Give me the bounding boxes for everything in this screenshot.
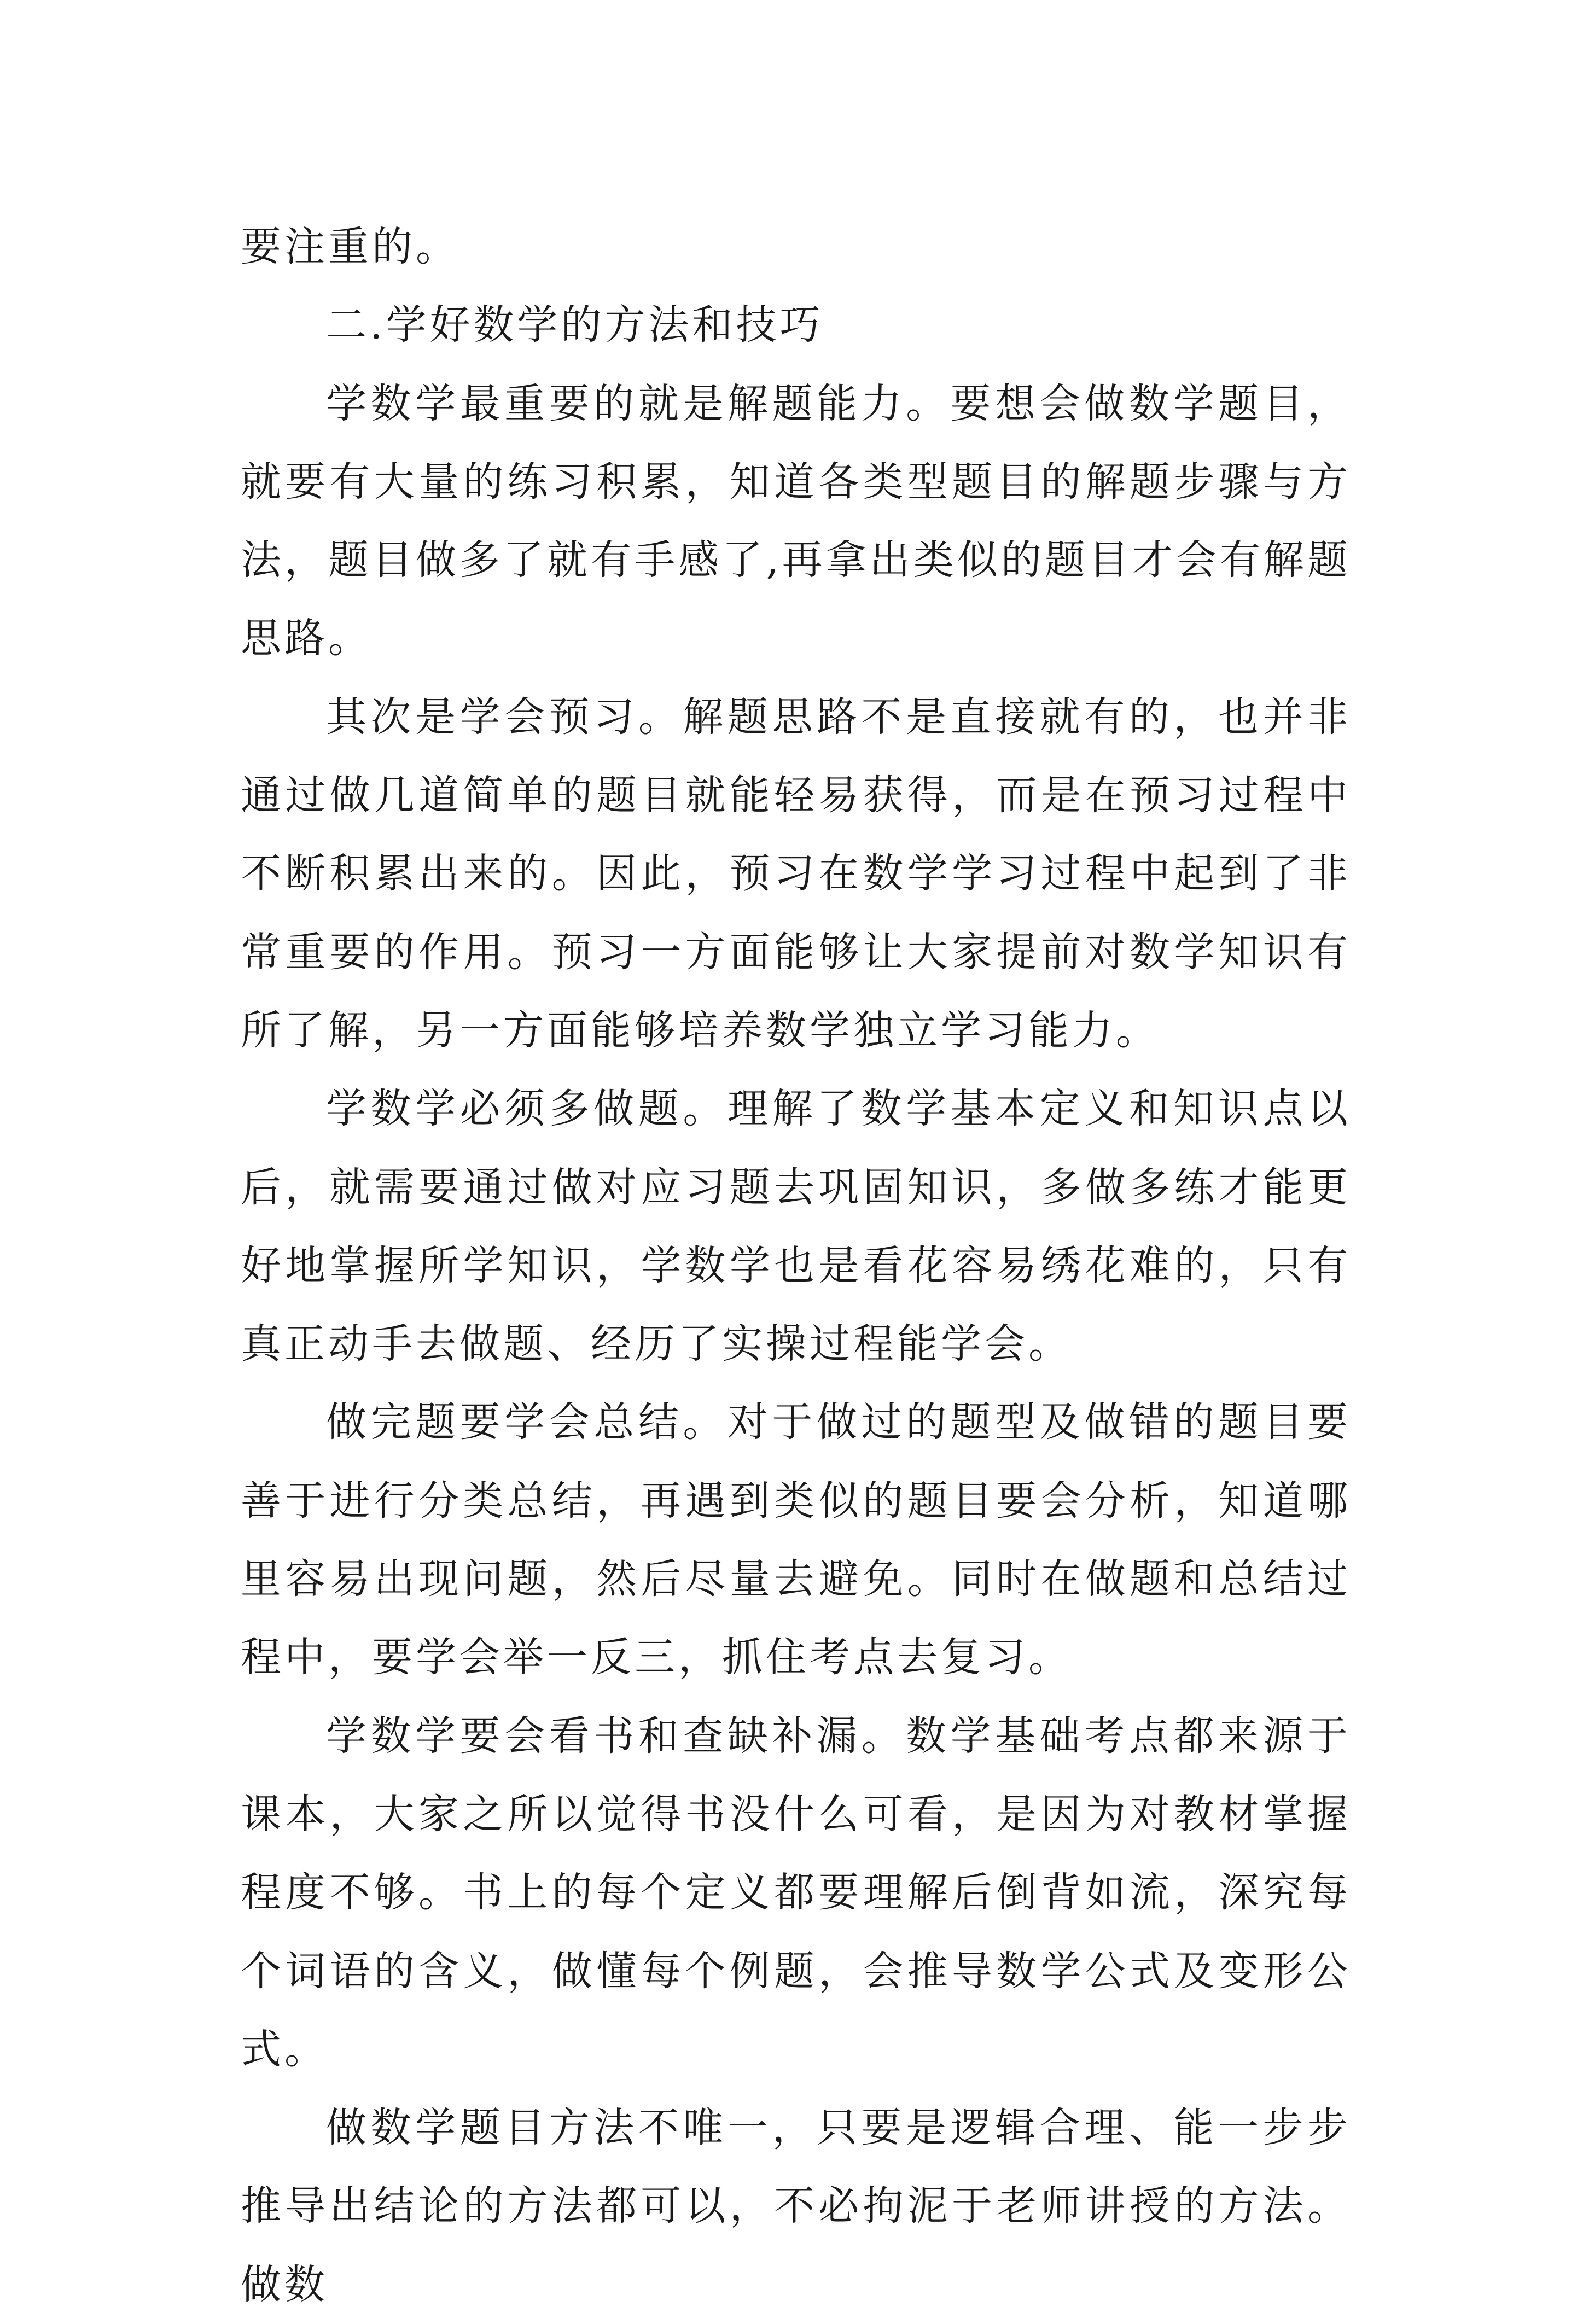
section-heading: 二.学好数学的方法和技巧 — [326, 301, 824, 349]
paragraph-preview: 其次是学会预习。解题思路不是直接就有的，也并非通过做几道简单的题目就能轻易获得，而是在预习过程中不断积累出来的。因此，预习在数学学习过程中起到了非常重要的作用。预习一方面能够让大家提前对数学知识有所了解，另一方面能够培养数学独立学习能力。 — [241, 693, 1351, 1054]
paragraph-textbook: 学数学要会看书和查缺补漏。数学基础考点都来源于课本，大家之所以觉得书没什么可看，是因为对教材掌握程度不够。书上的每个定义都要理解后倒背如流，深究每个词语的含义，做懂每个例题，会推导数学公式及变形公式。 — [241, 1712, 1351, 2073]
paragraph-continuation: 要注重的。 — [241, 223, 459, 270]
paragraph-methods: 做数学题目方法不唯一，只要是逻辑合理、能一步步推导出结论的方法都可以，不必拘泥于老师讲授的方法。做数 — [241, 2104, 1351, 2308]
paragraph-problem-solving: 学数学最重要的就是解题能力。要想会做数学题目，就要有大量的练习积累，知道各类型题目的解题步骤与方法，题目做多了就有手感了,再拿出类似的题目才会有解题思路。 — [241, 380, 1351, 662]
paragraph-practice: 学数学必须多做题。理解了数学基本定义和知识点以后，就需要通过做对应习题去巩固知识，多做多练才能更好地掌握所学知识，学数学也是看花容易绣花难的，只有真正动手去做题、经历了实操过程能学会。 — [241, 1085, 1351, 1368]
paragraph-summary: 做完题要学会总结。对于做过的题型及做错的题目要善于进行分类总结，再遇到类似的题目要会分析，知道哪里容易出现问题，然后尽量去避免。同时在做题和总结过程中，要学会举一反三，抓住考点去复习。 — [241, 1399, 1351, 1681]
document-body — [241, 208, 1351, 2324]
